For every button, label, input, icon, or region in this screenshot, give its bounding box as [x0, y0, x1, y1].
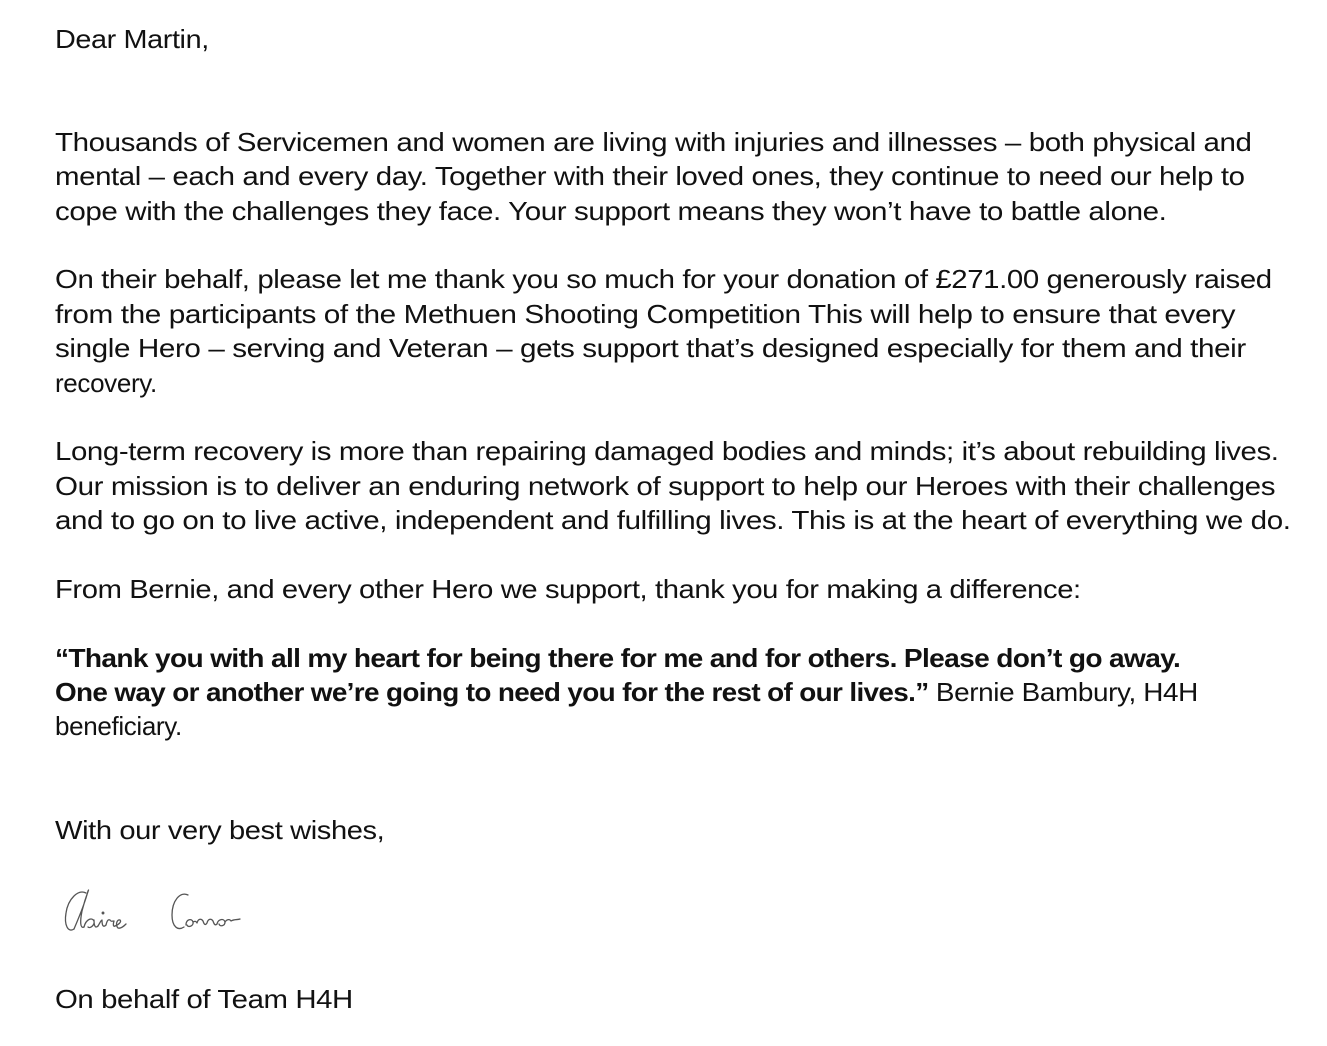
signature-image [60, 885, 280, 940]
quote-text: One way or another we’re going to need you for the rest of our lives.” [55, 677, 929, 707]
signoff: On behalf of Team H4H [55, 984, 353, 1014]
quote-line: beneficiary. [55, 711, 182, 741]
salutation: Dear Martin, [55, 24, 209, 54]
paragraph-line: Long-term recovery is more than repairing damaged bodies and minds; it’s about rebuilding lives. [55, 436, 1279, 466]
paragraph-line: from the participants of the Methuen Shooting Competition This will help to ensure that every [55, 299, 1236, 329]
paragraph-line: Thousands of Servicemen and women are living with injuries and illnesses – both physical and [55, 127, 1252, 157]
quote-attribution: Bernie Bambury, H4H [928, 677, 1198, 707]
paragraph-line: single Hero – serving and Veteran – gets support that’s designed especially for them and their [55, 333, 1246, 363]
paragraph-line: mental – each and every day. Together with their loved ones, they continue to need our help to [55, 161, 1245, 191]
closing: With our very best wishes, [55, 815, 385, 845]
paragraph-line: and to go on to live active, independent and fulfilling lives. This is at the heart of everything we do. [55, 505, 1291, 535]
paragraph-line: cope with the challenges they face. Your support means they won’t have to battle alone. [55, 196, 1167, 226]
quote-line [55, 675, 1198, 709]
quote-line: “Thank you with all my heart for being there for me and for others. Please don’t go away. [55, 643, 1181, 673]
paragraph-line: recovery. [55, 368, 157, 398]
paragraph-bernie-intro: From Bernie, and every other Hero we support, thank you for making a difference: [55, 574, 1081, 604]
paragraph-line: On their behalf, please let me thank you so much for your donation of £271.00 generously raised [55, 264, 1272, 294]
paragraph-line: Our mission is to deliver an enduring network of support to help our Heroes with their challenges [55, 471, 1276, 501]
